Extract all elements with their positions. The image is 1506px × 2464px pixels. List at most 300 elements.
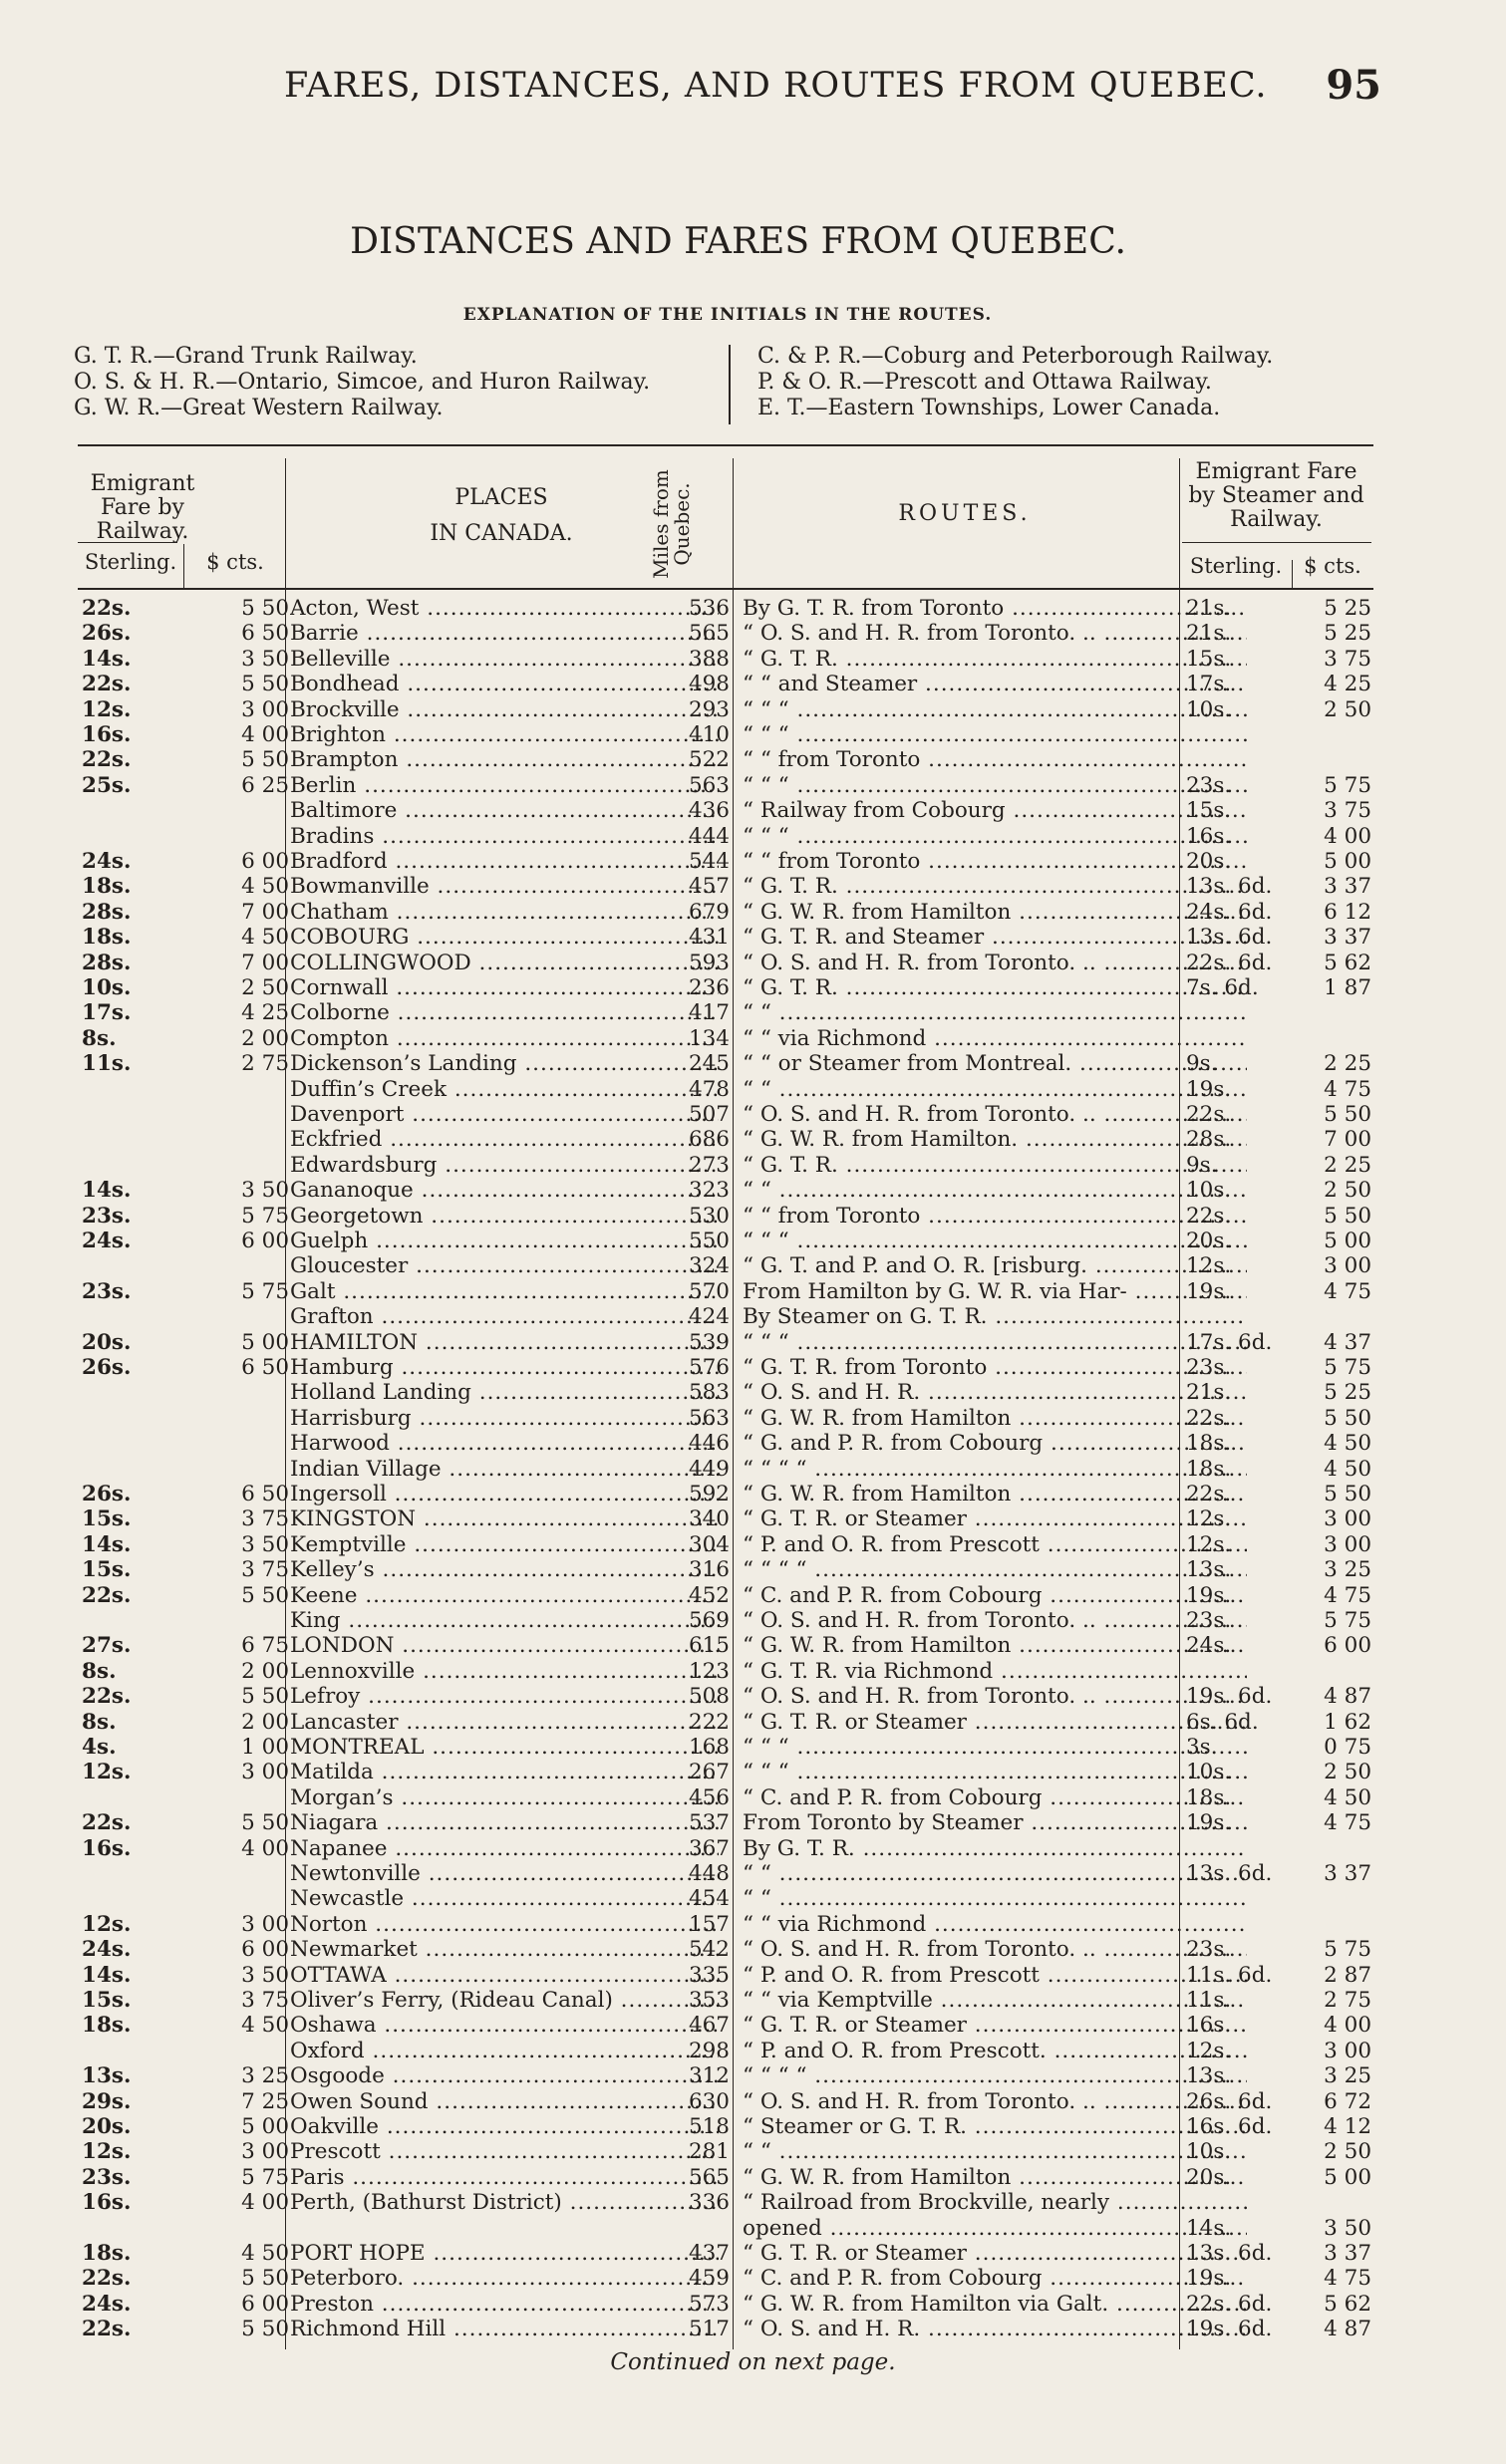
cell-rt: “ G. T. R. or Steamer ..... xyxy=(743,2013,1247,2038)
cell-pl: Newtonville ..... xyxy=(290,1861,719,1886)
cell-do: 4 50 xyxy=(241,2241,289,2266)
cell-mi: 123 xyxy=(688,1658,730,1684)
cell-sdo: 3 37 xyxy=(1324,874,1371,900)
header-places: PLACES IN CANADA. xyxy=(430,485,573,546)
cell-sdo: 5 75 xyxy=(1324,1355,1371,1380)
cell-rt: “ G. W. R. from Hamilton via Galt. ..... xyxy=(743,2292,1247,2317)
cell-pl: Brampton ..... xyxy=(290,747,719,772)
cell-sdo: 5 75 xyxy=(1324,1608,1371,1633)
table-row xyxy=(78,1330,1373,1355)
cell-sst: 16s. xyxy=(1186,2013,1232,2039)
table-row xyxy=(78,874,1373,899)
cell-mi: 544 xyxy=(688,849,730,874)
cell-pl: Indian Village ..... xyxy=(290,1457,719,1482)
cell-sst: 12s. xyxy=(1186,1531,1232,1557)
cell-pl: Bowmanville ..... xyxy=(290,874,719,899)
table-row xyxy=(78,1963,1373,1988)
cell-rt: “ Railway from Cobourg ..... xyxy=(743,798,1247,823)
cell-mi: 459 xyxy=(688,2266,730,2292)
header-routes: ROUTES. xyxy=(898,501,1032,526)
cell-pl: Georgetown ..... xyxy=(290,1204,719,1229)
cell-rt: “ O. S. and H. R. ..... xyxy=(743,1380,1247,1405)
cell-do: 3 00 xyxy=(241,2139,289,2165)
cell-mi: 222 xyxy=(688,1709,730,1735)
table-row xyxy=(78,1608,1373,1633)
table-row xyxy=(78,1102,1373,1127)
cell-sst: 26s. 6d. xyxy=(1186,2088,1273,2114)
cell-rt: By Steamer on G. T. R. ..... xyxy=(743,1304,1247,1329)
cell-mi: 298 xyxy=(688,2038,730,2063)
legend-item: P. & O. R.—Prescott and Ottawa Railway. xyxy=(757,370,1212,395)
cell-sst: 13s. xyxy=(1186,2063,1232,2089)
header-dollars: $ cts. xyxy=(206,550,264,574)
table-row xyxy=(78,1710,1373,1735)
subheader-rule-right xyxy=(1182,542,1371,543)
cell-sst: 13s. 6d. xyxy=(1186,874,1273,900)
cell-sdo: 4 87 xyxy=(1324,2317,1371,2342)
cell-sst: 9s. xyxy=(1186,1152,1218,1178)
cell-mi: 267 xyxy=(688,1760,730,1785)
cell-rt: “ G. T. R. or Steamer ..... xyxy=(743,2241,1247,2266)
continued-note: Continued on next page. xyxy=(610,2349,896,2375)
cell-pl: Davenport ..... xyxy=(290,1102,719,1127)
cell-sdo: 3 50 xyxy=(1324,2215,1371,2241)
cell-st: 22s. xyxy=(82,2317,132,2342)
cell-rt: “ “ ..... xyxy=(743,1886,1247,1911)
table-row xyxy=(78,798,1373,823)
cell-st: 23s. xyxy=(82,1203,132,1229)
cell-sst: 3s. xyxy=(1186,1735,1218,1760)
cell-mi: 336 xyxy=(688,2190,730,2216)
cell-rt: “ “ “ ..... xyxy=(743,1735,1247,1760)
cell-rt: “ “ ..... xyxy=(743,2139,1247,2164)
cell-pl: Bondhead ..... xyxy=(290,672,719,696)
table-row xyxy=(78,1457,1373,1482)
cell-sdo: 2 25 xyxy=(1324,1051,1371,1077)
cell-st: 20s. xyxy=(82,2114,132,2139)
cell-rt: “ G. W. R. from Hamilton ..... xyxy=(743,900,1247,925)
cell-st: 26s. xyxy=(82,1482,132,1506)
cell-rt: “ “ “ ..... xyxy=(743,773,1247,798)
cell-do: 6 00 xyxy=(241,2291,289,2317)
cell-st: 20s. xyxy=(82,1329,132,1355)
cell-sdo: 4 75 xyxy=(1324,1278,1371,1304)
table-row xyxy=(78,1861,1373,1886)
cell-st: 29s. xyxy=(82,2088,132,2114)
table-row xyxy=(78,1912,1373,1937)
cell-pl: Chatham ..... xyxy=(290,900,719,925)
table-row xyxy=(78,1482,1373,1506)
cell-st: 12s. xyxy=(82,1760,132,1785)
cell-mi: 157 xyxy=(688,1911,730,1937)
table-row xyxy=(78,621,1373,646)
cell-pl: Belleville ..... xyxy=(290,647,719,672)
cell-mi: 563 xyxy=(688,772,730,798)
table-row xyxy=(78,2165,1373,2190)
cell-sst: 13s. 6d. xyxy=(1186,925,1273,951)
cell-do: 7 25 xyxy=(241,2088,289,2114)
header-miles: Miles from Quebec. xyxy=(649,469,694,579)
table-row xyxy=(78,2139,1373,2164)
cell-rt: From Hamilton by G. W. R. via Har- ..... xyxy=(743,1279,1247,1304)
cell-rt: “ P. and O. R. from Prescott ..... xyxy=(743,1963,1247,1988)
cell-rt: “ “ ..... xyxy=(743,1178,1247,1203)
cell-sst: 16s. 6d. xyxy=(1186,2114,1273,2139)
cell-rt: “ “ via Kemptville ..... xyxy=(743,1988,1247,2013)
table-row xyxy=(78,1279,1373,1304)
cell-sst: 21s. xyxy=(1186,1380,1232,1406)
cell-rt: “ O. S. and H. R. from Toronto. .. ..... xyxy=(743,951,1247,975)
cell-sst: 12s. xyxy=(1186,2038,1232,2063)
cell-do: 3 00 xyxy=(241,1760,289,1785)
cell-mi: 565 xyxy=(688,621,730,647)
cell-do: 3 00 xyxy=(241,696,289,722)
legend-divider xyxy=(729,345,731,424)
cell-do: 3 50 xyxy=(241,646,289,672)
cell-mi: 457 xyxy=(688,874,730,900)
cell-do: 7 00 xyxy=(241,950,289,975)
cell-mi: 679 xyxy=(688,899,730,925)
table-row xyxy=(78,2114,1373,2139)
cell-pl: Bradins ..... xyxy=(290,824,719,849)
table-row xyxy=(78,2216,1373,2241)
cell-rt: “ Railroad from Brockville, nearly ..... xyxy=(743,2190,1247,2215)
cell-sst: 13s. 6d. xyxy=(1186,2241,1273,2266)
cell-pl: Lefroy ..... xyxy=(290,1684,719,1709)
cell-sdo: 5 00 xyxy=(1324,849,1371,874)
cell-sdo: 5 00 xyxy=(1324,1229,1371,1253)
cell-sdo: 4 75 xyxy=(1324,1582,1371,1608)
cell-sst: 15s. xyxy=(1186,646,1232,672)
cell-do: 6 50 xyxy=(241,1355,289,1380)
cell-sdo: 3 25 xyxy=(1324,2063,1371,2089)
table-row xyxy=(78,1785,1373,1810)
cell-do: 4 00 xyxy=(241,2190,289,2216)
cell-sst: 12s. xyxy=(1186,1253,1232,1279)
cell-mi: 615 xyxy=(688,1633,730,1659)
cell-rt: “ “ “ ..... xyxy=(743,697,1247,722)
cell-pl: Niagara ..... xyxy=(290,1810,719,1835)
cell-pl: LONDON ..... xyxy=(290,1633,719,1658)
cell-st: 8s. xyxy=(82,1658,117,1684)
cell-sdo: 5 25 xyxy=(1324,596,1371,621)
cell-rt: “ “ ..... xyxy=(743,1861,1247,1886)
table-row xyxy=(78,1380,1373,1405)
cell-do: 6 50 xyxy=(241,621,289,647)
cell-pl: Keene ..... xyxy=(290,1583,719,1608)
cell-pl: Barrie ..... xyxy=(290,621,719,646)
cell-sst: 24s. xyxy=(1186,1633,1232,1659)
cell-mi: 686 xyxy=(688,1127,730,1153)
table-row xyxy=(78,1583,1373,1608)
cell-st: 16s. xyxy=(82,1835,132,1861)
cell-do: 5 75 xyxy=(241,1203,289,1229)
cell-sst: 20s. xyxy=(1186,1229,1232,1253)
cell-sdo: 2 50 xyxy=(1324,696,1371,722)
table-row xyxy=(78,2241,1373,2266)
cell-mi: 539 xyxy=(688,1329,730,1355)
cell-st: 15s. xyxy=(82,1557,132,1583)
cell-mi: 507 xyxy=(688,1102,730,1127)
cell-do: 5 50 xyxy=(241,2317,289,2342)
table-row xyxy=(78,1633,1373,1658)
cell-rt: opened ..... xyxy=(743,2216,1247,2241)
cell-pl: Gananoque ..... xyxy=(290,1178,719,1203)
cell-sst: 17s. xyxy=(1186,672,1232,697)
cell-sst: 18s. xyxy=(1186,1784,1232,1810)
table-row xyxy=(78,1659,1373,1684)
cell-pl: Richmond Hill ..... xyxy=(290,2317,719,2341)
table-row xyxy=(78,2317,1373,2341)
legend-item: E. T.—Eastern Townships, Lower Canada. xyxy=(757,396,1221,420)
cell-do: 5 50 xyxy=(241,2266,289,2292)
cell-mi: 583 xyxy=(688,1380,730,1406)
cell-sdo: 1 62 xyxy=(1324,1709,1371,1735)
cell-rt: “ Steamer or G. T. R. ..... xyxy=(743,2114,1247,2139)
cell-sst: 22s. xyxy=(1186,1405,1232,1431)
table-row xyxy=(78,2063,1373,2088)
cell-st: 24s. xyxy=(82,2291,132,2317)
cell-sst: 24s. 6d. xyxy=(1186,899,1273,925)
cell-sst: 20s. xyxy=(1186,2164,1232,2190)
cell-do: 5 50 xyxy=(241,596,289,621)
cell-rt: “ G. T. R. ..... xyxy=(743,874,1247,899)
cell-pl: Harrisburg ..... xyxy=(290,1406,719,1431)
cell-mi: 293 xyxy=(688,696,730,722)
cell-rt: “ P. and O. R. from Prescott. ..... xyxy=(743,2039,1247,2063)
cell-mi: 550 xyxy=(688,1229,730,1253)
cell-sdo: 4 12 xyxy=(1324,2114,1371,2139)
cell-sst: 11s. 6d. xyxy=(1186,1962,1273,1988)
cell-st: 17s. xyxy=(82,1000,132,1026)
cell-sdo: 3 00 xyxy=(1324,1531,1371,1557)
cell-pl: Newcastle ..... xyxy=(290,1886,719,1911)
table-row xyxy=(78,1253,1373,1278)
cell-sdo: 5 50 xyxy=(1324,1405,1371,1431)
cell-st: 22s. xyxy=(82,596,132,621)
cell-mi: 517 xyxy=(688,2317,730,2342)
cell-sdo: 5 75 xyxy=(1324,772,1371,798)
cell-mi: 281 xyxy=(688,2139,730,2165)
cell-sst: 20s. xyxy=(1186,849,1232,874)
table-row xyxy=(78,1355,1373,1380)
cell-st: 22s. xyxy=(82,1810,132,1836)
cell-sdo: 4 87 xyxy=(1324,1684,1371,1710)
running-title: FARES, DISTANCES, AND ROUTES FROM QUEBEC. xyxy=(284,66,1268,106)
table-row xyxy=(78,596,1373,621)
cell-do: 6 50 xyxy=(241,1482,289,1506)
cell-sdo: 4 50 xyxy=(1324,1784,1371,1810)
cell-pl: Kemptville ..... xyxy=(290,1532,719,1557)
cell-pl: Oxford ..... xyxy=(290,2039,719,2063)
cell-rt: “ “ from Toronto ..... xyxy=(743,849,1247,874)
cell-st: 15s. xyxy=(82,1506,132,1532)
cell-sdo: 6 12 xyxy=(1324,899,1371,925)
table-row xyxy=(78,1735,1373,1760)
cell-rt: “ “ “ “ ..... xyxy=(743,1457,1247,1482)
cell-pl: Guelph ..... xyxy=(290,1229,719,1253)
cell-rt: “ G. T. and P. and O. R. [risburg. ..... xyxy=(743,1253,1247,1278)
cell-rt: “ C. and P. R. from Cobourg ..... xyxy=(743,1785,1247,1810)
cell-pl: Osgoode ..... xyxy=(290,2063,719,2088)
cell-st: 26s. xyxy=(82,1355,132,1380)
cell-mi: 431 xyxy=(688,925,730,951)
cell-do: 4 00 xyxy=(241,722,289,747)
cell-sdo: 3 75 xyxy=(1324,646,1371,672)
cell-st: 8s. xyxy=(82,1025,117,1051)
cell-rt: “ “ via Richmond ..... xyxy=(743,1026,1247,1051)
cell-do: 3 50 xyxy=(241,1531,289,1557)
cell-sdo: 5 75 xyxy=(1324,1937,1371,1963)
cell-st: 12s. xyxy=(82,696,132,722)
cell-st: 11s. xyxy=(82,1051,132,1077)
cell-mi: 456 xyxy=(688,1784,730,1810)
cell-rt: “ G. W. R. from Hamilton ..... xyxy=(743,1406,1247,1431)
table-row xyxy=(78,1836,1373,1861)
cell-sst: 21s. xyxy=(1186,621,1232,647)
table-top-rule xyxy=(78,444,1373,446)
table-row xyxy=(78,722,1373,747)
cell-do: 5 50 xyxy=(241,672,289,697)
table-row xyxy=(78,1204,1373,1229)
legend-item: O. S. & H. R.—Ontario, Simcoe, and Huron Railway. xyxy=(74,370,651,395)
cell-sdo: 4 50 xyxy=(1324,1456,1371,1482)
cell-do: 2 75 xyxy=(241,1051,289,1077)
cell-sst: 23s. xyxy=(1186,1937,1232,1963)
cell-sst: 19s. xyxy=(1186,1582,1232,1608)
cell-sdo: 6 72 xyxy=(1324,2088,1371,2114)
cell-sst: 18s. xyxy=(1186,1431,1232,1457)
cell-st: 25s. xyxy=(82,772,132,798)
cell-do: 2 00 xyxy=(241,1658,289,1684)
cell-st: 14s. xyxy=(82,646,132,672)
cell-sdo: 3 75 xyxy=(1324,798,1371,824)
cell-rt: “ “ “ ..... xyxy=(743,1229,1247,1253)
cell-sst: 22s. 6d. xyxy=(1186,2291,1273,2317)
cell-rt: “ P. and O. R. from Prescott ..... xyxy=(743,1532,1247,1557)
cell-sdo: 4 50 xyxy=(1324,1431,1371,1457)
cell-mi: 454 xyxy=(688,1886,730,1912)
cell-sst: 18s. xyxy=(1186,1456,1232,1482)
sterling-divider xyxy=(183,544,184,588)
cell-do: 3 25 xyxy=(241,2063,289,2089)
cell-rt: “ G. T. R. ..... xyxy=(743,647,1247,672)
cell-rt: “ O. S. and H. R. from Toronto. .. ..... xyxy=(743,1608,1247,1633)
cell-sdo: 4 37 xyxy=(1324,1329,1371,1355)
cell-mi: 323 xyxy=(688,1178,730,1204)
cell-st: 14s. xyxy=(82,1178,132,1204)
cell-sdo: 2 50 xyxy=(1324,2139,1371,2165)
cell-sst: 19s. xyxy=(1186,2266,1232,2292)
cell-st: 10s. xyxy=(82,975,132,1000)
table-row xyxy=(78,1810,1373,1835)
cell-sdo: 5 62 xyxy=(1324,2291,1371,2317)
cell-mi: 388 xyxy=(688,646,730,672)
cell-mi: 324 xyxy=(688,1253,730,1279)
cell-mi: 168 xyxy=(688,1735,730,1760)
cell-do: 6 00 xyxy=(241,849,289,874)
cell-mi: 498 xyxy=(688,672,730,697)
cell-sdo: 4 00 xyxy=(1324,2013,1371,2039)
cell-mi: 444 xyxy=(688,823,730,849)
cell-pl: MONTREAL ..... xyxy=(290,1735,719,1760)
cell-do: 6 25 xyxy=(241,772,289,798)
cell-rt: “ O. S. and H. R. from Toronto. .. ..... xyxy=(743,1937,1247,1962)
cell-rt: “ G. and P. R. from Cobourg ..... xyxy=(743,1431,1247,1456)
cell-do: 5 75 xyxy=(241,2164,289,2190)
cell-sdo: 2 50 xyxy=(1324,1178,1371,1204)
cell-rt: “ O. S. and H. R. from Toronto. .. ..... xyxy=(743,621,1247,646)
table-row xyxy=(78,1988,1373,2013)
cell-sst: 10s. xyxy=(1186,696,1232,722)
cell-pl: Compton ..... xyxy=(290,1026,719,1051)
cell-mi: 478 xyxy=(688,1076,730,1102)
cell-pl: COLLINGWOOD ..... xyxy=(290,951,719,975)
cell-sdo: 6 00 xyxy=(1324,1633,1371,1659)
table-row xyxy=(78,1229,1373,1253)
table-row xyxy=(78,1051,1373,1076)
cell-pl: Holland Landing ..... xyxy=(290,1380,719,1405)
cell-rt: “ G. T. R. via Richmond ..... xyxy=(743,1659,1247,1684)
cell-do: 1 00 xyxy=(241,1735,289,1760)
cell-rt: “ G. W. R. from Hamilton ..... xyxy=(743,1633,1247,1658)
cell-pl: Eckfried ..... xyxy=(290,1127,719,1152)
table-row xyxy=(78,1127,1373,1152)
cell-pl: Prescott ..... xyxy=(290,2139,719,2164)
cell-do: 5 75 xyxy=(241,1278,289,1304)
table-row xyxy=(78,1000,1373,1025)
cell-st: 8s. xyxy=(82,1709,117,1735)
cell-sdo: 5 25 xyxy=(1324,1380,1371,1406)
cell-st: 18s. xyxy=(82,874,132,900)
cell-rt: “ “ ..... xyxy=(743,1000,1247,1025)
cell-sst: 13s. 6d. xyxy=(1186,1861,1273,1886)
cell-sdo: 5 25 xyxy=(1324,621,1371,647)
cell-st: 14s. xyxy=(82,1531,132,1557)
cell-sst: 19s. xyxy=(1186,1278,1232,1304)
cell-mi: 570 xyxy=(688,1278,730,1304)
cell-sdo: 3 00 xyxy=(1324,2038,1371,2063)
cell-mi: 340 xyxy=(688,1506,730,1532)
cell-st: 24s. xyxy=(82,1937,132,1963)
cell-sst: 23s. xyxy=(1186,1355,1232,1380)
cell-st: 22s. xyxy=(82,1582,132,1608)
cell-do: 3 50 xyxy=(241,1962,289,1988)
cell-st: 22s. xyxy=(82,672,132,697)
table-row xyxy=(78,2089,1373,2114)
table-row xyxy=(78,1557,1373,1582)
cell-mi: 537 xyxy=(688,1810,730,1836)
cell-sst: 12s. xyxy=(1186,1506,1232,1532)
cell-pl: Norton ..... xyxy=(290,1912,719,1937)
table-row xyxy=(78,1077,1373,1102)
cell-do: 6 75 xyxy=(241,1633,289,1659)
cell-rt: “ C. and P. R. from Cobourg ..... xyxy=(743,1583,1247,1608)
cell-pl: Peterboro. ..... xyxy=(290,2266,719,2291)
cell-sdo: 4 75 xyxy=(1324,1076,1371,1102)
cell-pl: Oakville ..... xyxy=(290,2114,719,2139)
cell-pl: HAMILTON ..... xyxy=(290,1330,719,1355)
cell-do: 3 50 xyxy=(241,1178,289,1204)
cell-mi: 508 xyxy=(688,1684,730,1710)
cell-sdo: 2 50 xyxy=(1324,1760,1371,1785)
cell-rt: From Toronto by Steamer ..... xyxy=(743,1810,1247,1835)
cell-sdo: 1 87 xyxy=(1324,975,1371,1000)
cell-do: 3 75 xyxy=(241,1557,289,1583)
cell-mi: 437 xyxy=(688,2241,730,2266)
cell-pl: Lennoxville ..... xyxy=(290,1659,719,1684)
cell-sst: 17s. 6d. xyxy=(1186,1329,1273,1355)
